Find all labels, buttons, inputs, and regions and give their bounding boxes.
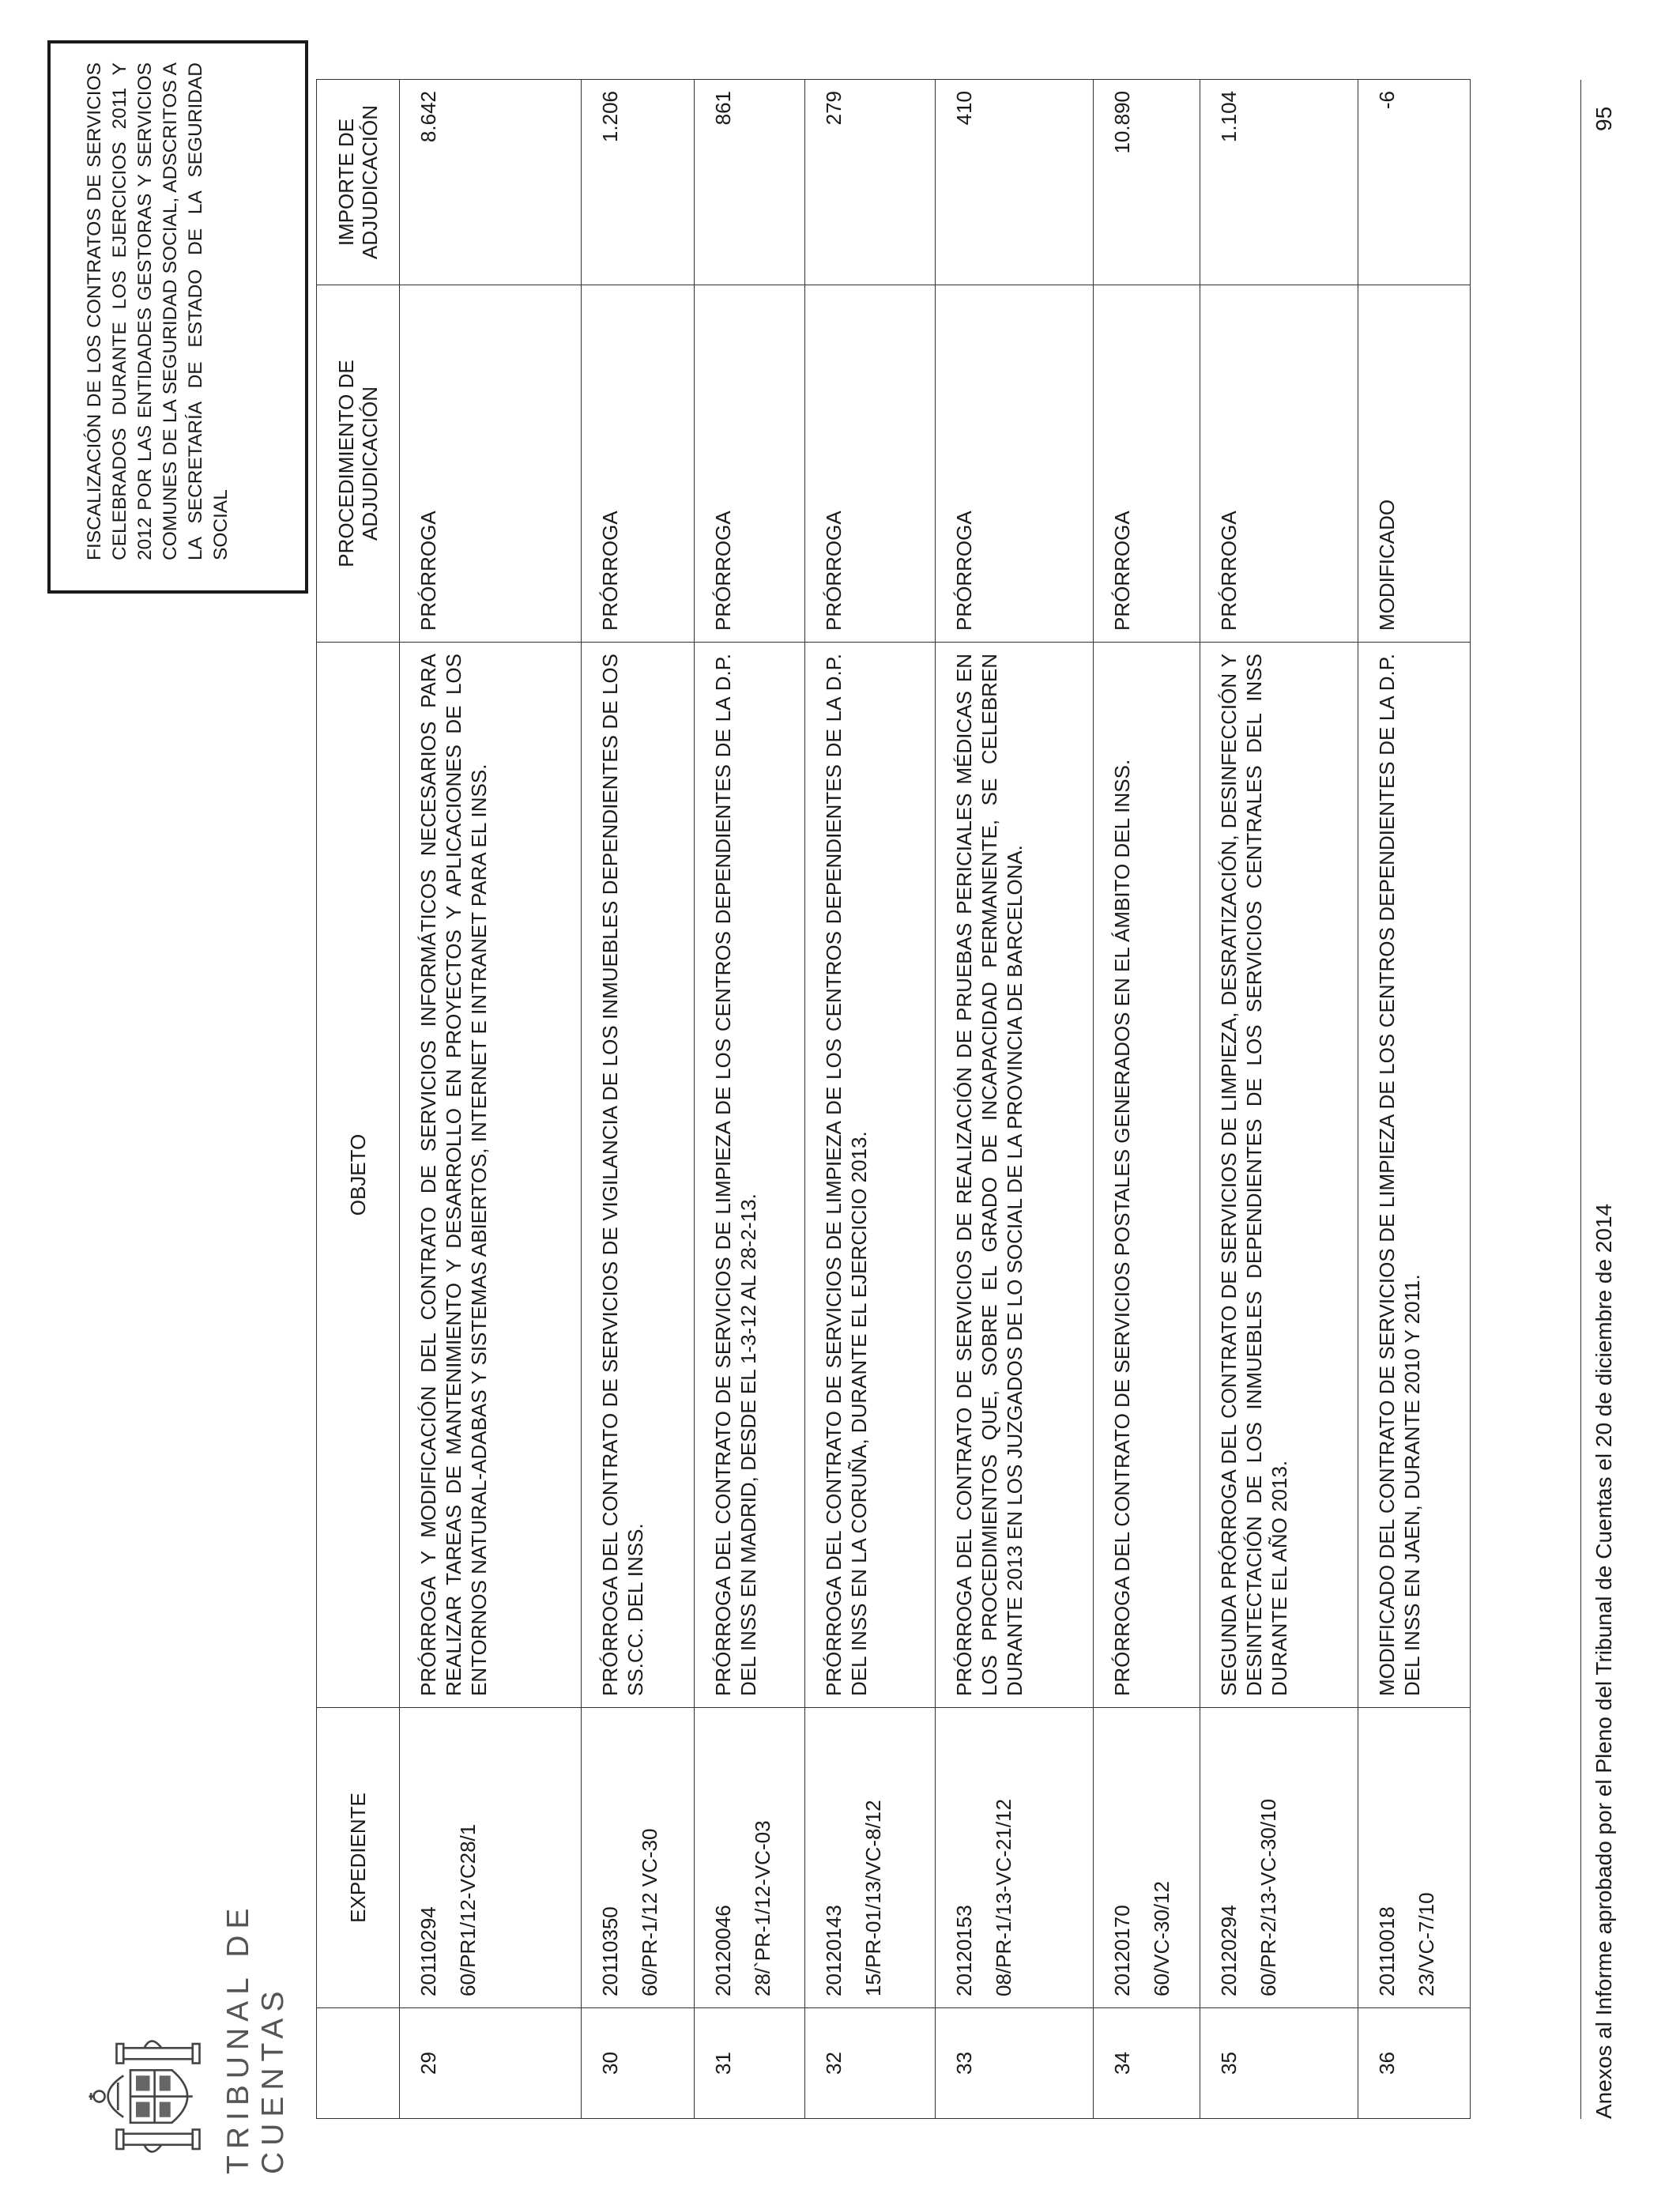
table-row (695, 80, 805, 2119)
table-header-row (317, 80, 400, 2119)
row-number: 34 (1094, 2008, 1200, 2119)
row-number: 31 (695, 2008, 805, 2119)
expediente-cell (936, 1708, 1094, 2008)
importe-cell: 410 (936, 80, 1094, 285)
procedimiento-cell: PRÓRROGA (936, 285, 1094, 643)
objeto-cell: PRÓRROGA DEL CONTRATO DE SERVICIOS DE LIMPIEZA DE LOS CENTROS DEPENDIENTES DE LA D.P. DEL INSS EN MADRID, DESDE EL 1-3-12 AL 28-2-13. (695, 643, 805, 1708)
importe-cell: 861 (695, 80, 805, 285)
objeto-cell: PRÓRROGA DEL CONTRATO DE SERVICIOS POSTALES GENERADOS EN EL ÁMBITO DEL INSS. (1094, 643, 1200, 1708)
table-row (1094, 80, 1200, 2119)
objeto-cell: PRÓRROGA DEL CONTRATO DE SERVICIOS DE REALIZACIÓN DE PRUEBAS PERICIALES MÉDICAS EN LOS PROCEDIMIENTOS QUE, SOBRE EL GRADO DE INCAPACIDAD PERMANENTE, SE CELEBREN DURANTE 2013 EN LOS JUZGADOS DE LO SOCIAL DE LA PROVINCIA DE BARCELONA. (936, 643, 1094, 1708)
expediente-cell (1200, 1708, 1358, 2008)
header-objeto: OBJETO (317, 643, 400, 1708)
expediente-code: 60/VC-30/12 (1150, 1881, 1173, 1996)
header-expediente: EXPEDIENTE (317, 1708, 400, 2008)
table-row (1200, 80, 1358, 2119)
expediente-code: 60/PR1/12-VC28/1 (456, 1823, 480, 1996)
row-number: 35 (1200, 2008, 1358, 2119)
table-row (400, 80, 582, 2119)
importe-cell: 1.104 (1200, 80, 1358, 285)
objeto-cell: SEGUNDA PRÓRROGA DEL CONTRATO DE SERVICIOS DE LIMPIEZA, DESRATIZACIÓN, DESINFECCIÓN Y DESINTECTACIÓN DE LOS INMUEBLES DEPENDIENTES DE LOS SERVICIOS CENTRALES DEL INSS DURANTE EL AÑO 2013. (1200, 643, 1358, 1708)
expediente-code: 60/PR-1/12 VC-30 (638, 1828, 661, 1996)
expediente-number: 20110350 (598, 1906, 622, 1996)
table-row (582, 80, 695, 2119)
expediente-number: 20120046 (711, 1905, 735, 1996)
procedimiento-cell: PRÓRROGA (582, 285, 695, 643)
expediente-cell (1358, 1708, 1471, 2008)
footer-divider (1580, 80, 1581, 2119)
expediente-number: 20120153 (952, 1905, 976, 1996)
expediente-code: 28/`PR-1/12-VC-03 (751, 1820, 774, 1996)
procedimiento-cell: PRÓRROGA (1200, 285, 1358, 643)
expediente-cell (400, 1708, 582, 2008)
table-row (805, 80, 936, 2119)
importe-cell: -6 (1358, 80, 1471, 285)
header-num (317, 2008, 400, 2119)
contracts-table (316, 79, 1471, 2119)
header-procedimiento: PROCEDIMIENTO DE ADJUDICACIÓN (317, 285, 400, 643)
objeto-cell: MODIFICADO DEL CONTRATO DE SERVICIOS DE LIMPIEZA DE LOS CENTROS DEPENDIENTES DE LA D.P. DEL INSS EN JAEN, DURANTE 2010 Y 2011. (1358, 643, 1471, 1708)
objeto-cell: PRÓRROGA Y MODIFICACIÓN DEL CONTRATO DE SERVICIOS INFORMÁTICOS NECESARIOS PARA REALIZAR TAREAS DE MANTENIMIENTO Y DESARROLLO EN PROYECTOS Y APLICACIONES DE LOS ENTORNOS NATURAL-ADABAS Y SISTEMAS ABIERTOS, INTERNET E INTRANET PARA EL INSS. (400, 643, 582, 1708)
expediente-cell (805, 1708, 936, 2008)
importe-cell: 10.890 (1094, 80, 1200, 285)
report-title: FISCALIZACIÓN DE LOS CONTRATOS DE SERVICIOS CELEBRADOS DURANTE LOS EJERCICIOS 2011 Y 2012 POR LAS ENTIDADES GESTORAS Y SERVICIOS COMUNES DE LA SEGURIDAD SOCIAL, ADSCRITOS A LA SECRETARÍA DE ESTADO DE LA SEGURIDAD SOCIAL (84, 62, 232, 560)
expediente-cell (582, 1708, 695, 2008)
importe-cell: 1.206 (582, 80, 695, 285)
expediente-cell (1094, 1708, 1200, 2008)
expediente-number: 20120143 (822, 1905, 846, 1996)
row-number: 32 (805, 2008, 936, 2119)
expediente-code: 60/PR-2/13-VC-30/10 (1256, 1798, 1280, 1996)
report-title-box (47, 40, 308, 594)
organization-name: TRIBUNAL DE CUENTAS (221, 1902, 290, 2174)
expediente-number: 20120170 (1110, 1905, 1134, 1996)
row-number: 30 (582, 2008, 695, 2119)
objeto-cell: PRÓRROGA DEL CONTRATO DE SERVICIOS DE VIGILANCIA DE LOS INMUEBLES DEPENDIENTES DE LOS SS.CC. DEL INSS. (582, 643, 695, 1708)
expediente-number: 20110018 (1375, 1906, 1399, 1996)
objeto-cell: PRÓRROGA DEL CONTRATO DE SERVICIOS DE LIMPIEZA DE LOS CENTROS DEPENDIENTES DE LA D.P. DEL INSS EN LA CORUÑA, DURANTE EL EJERCICIO 2013. (805, 643, 936, 1708)
expediente-number: 20110294 (416, 1906, 440, 1996)
expediente-number: 20120294 (1217, 1905, 1241, 1996)
header-importe: IMPORTE DE ADJUDICACIÓN (317, 80, 400, 285)
importe-cell: 279 (805, 80, 936, 285)
expediente-code: 23/VC-7/10 (1414, 1892, 1438, 1996)
row-number: 33 (936, 2008, 1094, 2119)
importe-cell: 8.642 (400, 80, 582, 285)
expediente-cell (695, 1708, 805, 2008)
table-row (936, 80, 1094, 2119)
expediente-code: 08/PR-1/13-VC-21/12 (992, 1798, 1015, 1996)
row-number: 29 (400, 2008, 582, 2119)
table-row (1358, 80, 1471, 2119)
procedimiento-cell: PRÓRROGA (400, 285, 582, 643)
row-number: 36 (1358, 2008, 1471, 2119)
page-number: 95 (1591, 106, 1616, 131)
procedimiento-cell: PRÓRROGA (1094, 285, 1200, 643)
coat-of-arms-logo (75, 2027, 213, 2166)
procedimiento-cell: PRÓRROGA (805, 285, 936, 643)
procedimiento-cell: MODIFICADO (1358, 285, 1471, 643)
footer-caption: Anexos al Informe aprobado por el Pleno del Tribunal de Cuentas el 20 de diciembre de 2014 (1591, 1203, 1616, 2119)
procedimiento-cell: PRÓRROGA (695, 285, 805, 643)
expediente-code: 15/PR-01/13/VC-8/12 (861, 1800, 885, 1996)
